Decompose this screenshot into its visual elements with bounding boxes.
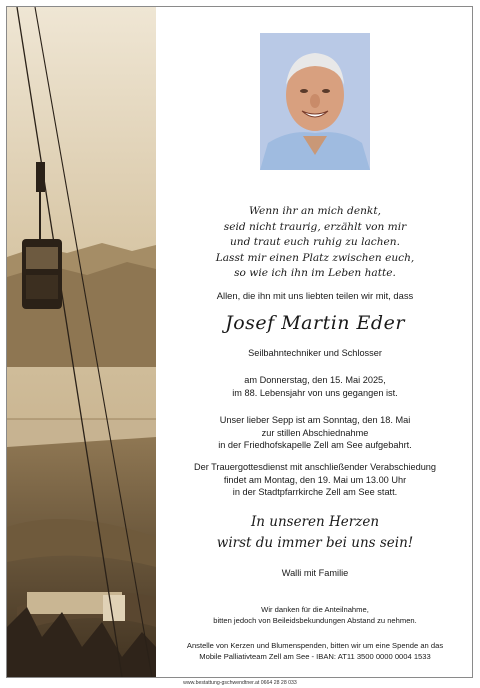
funeral-line: findet am Montag, den 19. Mai um 13.00 Uhr	[223, 474, 407, 485]
footer-contact: www.bestattung-gschwendtner.at 0664 28 28 033	[183, 680, 297, 686]
cable-car-photo	[7, 7, 156, 677]
viewing-line: zur stillen Abschiednahme	[261, 427, 369, 438]
funeral-line: in der Stadtpfarrkirche Zell am See statt.	[232, 487, 398, 498]
donation-line: Anstelle von Kerzen und Blumenspenden, bitten wir um eine Spende an das	[186, 641, 444, 650]
quote-line: In unseren Herzen	[250, 514, 380, 530]
thanks-text	[160, 605, 470, 626]
poem-line: so wie ich ihn im Leben hatte.	[234, 267, 396, 279]
portrait-illustration	[260, 33, 370, 170]
death-notice-line: am Donnerstag, den 15. Mai 2025,	[244, 375, 386, 385]
death-notice-line: im 88. Lebensjahr von uns gegangen ist.	[232, 387, 398, 398]
quote-line: wirst du immer bei uns sein!	[216, 535, 414, 551]
viewing-info	[160, 414, 470, 452]
cable-car-illustration	[7, 7, 156, 677]
portrait-photo	[260, 33, 370, 170]
death-notice	[160, 374, 470, 399]
donation-text	[160, 641, 470, 662]
funeral-info	[160, 461, 470, 499]
intro-text: Allen, die ihn mit uns liebten teilen wir mit, dass	[216, 290, 414, 301]
poem	[160, 204, 470, 282]
poem-line: Wenn ihr an mich denkt,	[249, 205, 381, 217]
poem-line: und traut euch ruhig zu lachen.	[229, 236, 401, 248]
thanks-line: Wir danken für die Anteilnahme,	[261, 605, 369, 614]
thanks-line: bitten jedoch von Beileidsbekundungen Abstand zu nehmen.	[213, 615, 417, 625]
funeral-line: Der Trauergottesdienst mit anschließender Verabschiedung	[193, 462, 437, 472]
family-signature: Walli mit Familie	[281, 568, 349, 578]
donation-line: Mobile Palliativteam Zell am See - IBAN: AT11 3500 0000 0004 1533	[199, 651, 431, 661]
viewing-line: Unser lieber Sepp ist am Sonntag, den 18. Mai	[219, 415, 411, 425]
profession: Seilbahntechniker und Schlosser	[248, 348, 382, 358]
poem-line: seid nicht traurig, erzählt von mir	[223, 220, 407, 233]
viewing-line: in der Friedhofskapelle Zell am See aufgebahrt.	[218, 440, 412, 451]
memorial-quote	[160, 512, 470, 554]
poem-line: Lasst mir einen Platz zwischen euch,	[215, 251, 415, 264]
deceased-name: Josef Martin Eder	[225, 312, 405, 334]
